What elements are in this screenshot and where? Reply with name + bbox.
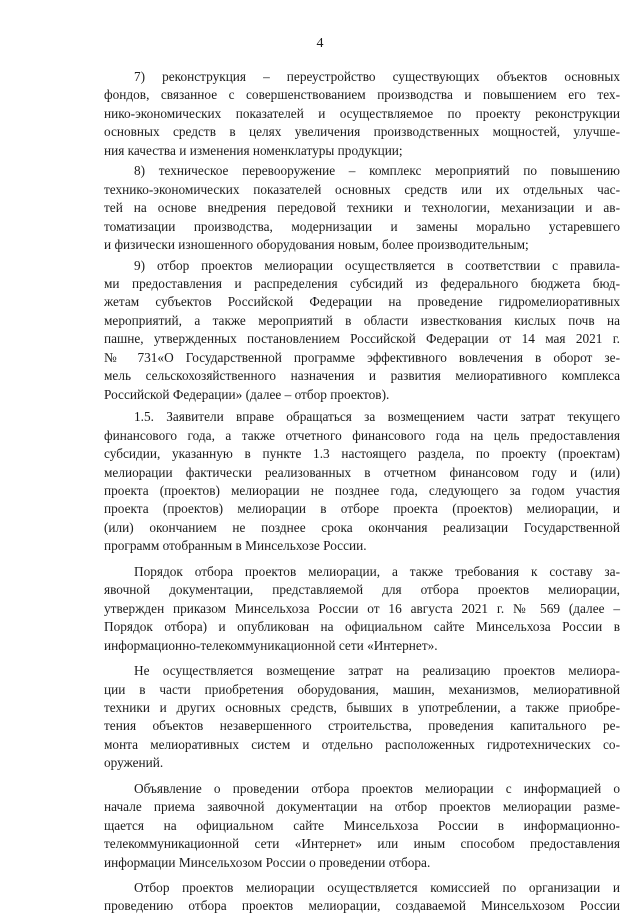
text-line: Порядок отбора) и опубликован на официальном сайте Минсельхоза России в bbox=[104, 619, 620, 635]
text-line: щается на официальном сайте Минсельхоза России в информационно- bbox=[104, 817, 620, 833]
paragraph-item-9 bbox=[104, 257, 620, 405]
text-line: Отбор проектов мелиорации осуществляется комиссией по организации и bbox=[134, 880, 620, 896]
text-line: ми предоставления и распределения субсидий из федерального бюджета бюд- bbox=[104, 275, 620, 291]
document-body bbox=[104, 68, 620, 916]
text-line: ния качества и изменения номенклатуры продукции; bbox=[104, 142, 403, 158]
text-line: Не осуществляется возмещение затрат на реализацию проектов мелиора- bbox=[134, 663, 620, 679]
text-line: тей на основе внедрения передовой техники и технологии, механизации и ав- bbox=[104, 200, 620, 216]
text-line: финансового года, а также отчетного финансового года на цель предоставления bbox=[104, 427, 620, 443]
text-line: 9) отбор проектов мелиорации осуществляется в соответствии с правила- bbox=[134, 257, 620, 273]
paragraph-exclusions bbox=[104, 662, 620, 773]
paragraph-announcement bbox=[104, 780, 620, 872]
text-line: ции в части приобретения оборудования, машин, механизмов, мелиоративной bbox=[104, 681, 620, 697]
text-line: мероприятий, а также мероприятий в области известкования кислых почв на bbox=[104, 312, 620, 328]
text-line: 7) реконструкция – переустройство существующих объектов основных bbox=[134, 69, 620, 84]
text-line: 8) техническое перевооружение – комплекс мероприятий по повышению bbox=[134, 163, 620, 179]
paragraph-item-7 bbox=[104, 68, 620, 160]
text-line: явочной документации, представляемой для отбора проектов мелиорации, bbox=[104, 582, 620, 598]
text-line: мель сельскохозяйственного назначения и развития мелиоративного комплекса bbox=[104, 368, 620, 384]
paragraph-item-8 bbox=[104, 162, 620, 254]
text-line: фондов, связанное с совершенствованием производства и повышением его тех- bbox=[104, 87, 620, 103]
paragraph-commission bbox=[104, 879, 620, 916]
text-line: монта мелиоративных систем и отдельно расположенных гидротехнических со- bbox=[104, 736, 620, 752]
text-line: технико-экономических показателей основных средств или их отдельных час- bbox=[104, 181, 620, 197]
text-line: техники и других основных средств, бывших в употреблении, а также приобре- bbox=[104, 699, 620, 715]
text-line: Порядок отбора проектов мелиорации, а также требования к составу за- bbox=[134, 563, 620, 579]
page-number: 4 bbox=[316, 36, 324, 51]
text-line: утвержден приказом Минсельхоза России от 16 августа 2021 г. № 569 (далее – bbox=[104, 600, 620, 616]
text-line: № 731«О Государственной программе эффективного вовлечения в оборот зе- bbox=[104, 349, 620, 365]
text-line: оружений. bbox=[104, 755, 164, 771]
text-line: томатизации производства, модернизации и замены морально устаревшего bbox=[104, 218, 620, 234]
text-line: (или) окончанием не позднее срока окончания реализации Государственной bbox=[104, 519, 620, 535]
text-line: Объявление о проведении отбора проектов мелиорации с информацией о bbox=[134, 780, 620, 796]
text-line: проекта (проектов) мелиорации в отборе проекта (проектов) мелиорации, и bbox=[104, 501, 620, 517]
paragraph-section-1-5 bbox=[104, 408, 620, 556]
text-line: мелиорации фактически реализованных в отчетном финансовом году и (или) bbox=[104, 464, 620, 480]
text-line: проведению отбора проектов мелиорации, создаваемой Минсельхозом России bbox=[104, 898, 620, 914]
text-line: тения объектов незавершенного строительства, проведения капитального ре- bbox=[104, 718, 620, 734]
text-line: информации Минсельхозом России о проведении отбора. bbox=[104, 854, 431, 870]
text-line: 1.5. Заявители вправе обращаться за возмещением части затрат текущего bbox=[134, 409, 620, 425]
text-line: пашне, утвержденных постановлением Российской Федерации от 14 мая 2021 г. bbox=[104, 331, 620, 347]
text-line: программ отобранным в Минсельхозе России. bbox=[104, 538, 367, 554]
text-line: Российской Федерации» (далее – отбор проектов). bbox=[104, 386, 390, 402]
text-line: жетам субъектов Российской Федерации на проведение гидромелиоративных bbox=[104, 294, 620, 310]
text-line: начале приема заявочной документации на отбор проектов мелиорации разме- bbox=[104, 799, 620, 815]
text-line: нико-экономических показателей и осуществляемое по проекту реконструкции bbox=[104, 105, 620, 121]
text-line: проекта (проектов) мелиорации не позднее года, следующего за годом участия bbox=[104, 482, 620, 498]
text-line: и физически изношенного оборудования новым, более производительным; bbox=[104, 237, 529, 253]
text-line: телекоммуникационной сети «Интернет» или иным способом предоставления bbox=[104, 836, 620, 852]
text-line: основных средств в целях увеличения производственных мощностей, улучше- bbox=[104, 124, 620, 140]
paragraph-selection-order bbox=[104, 563, 620, 655]
text-line: информационно-телекоммуникационной сети «Интернет». bbox=[104, 637, 438, 653]
text-line: субсидии, указанную в пункте 1.3 настоящего раздела, по проекту (проектам) bbox=[104, 446, 620, 462]
